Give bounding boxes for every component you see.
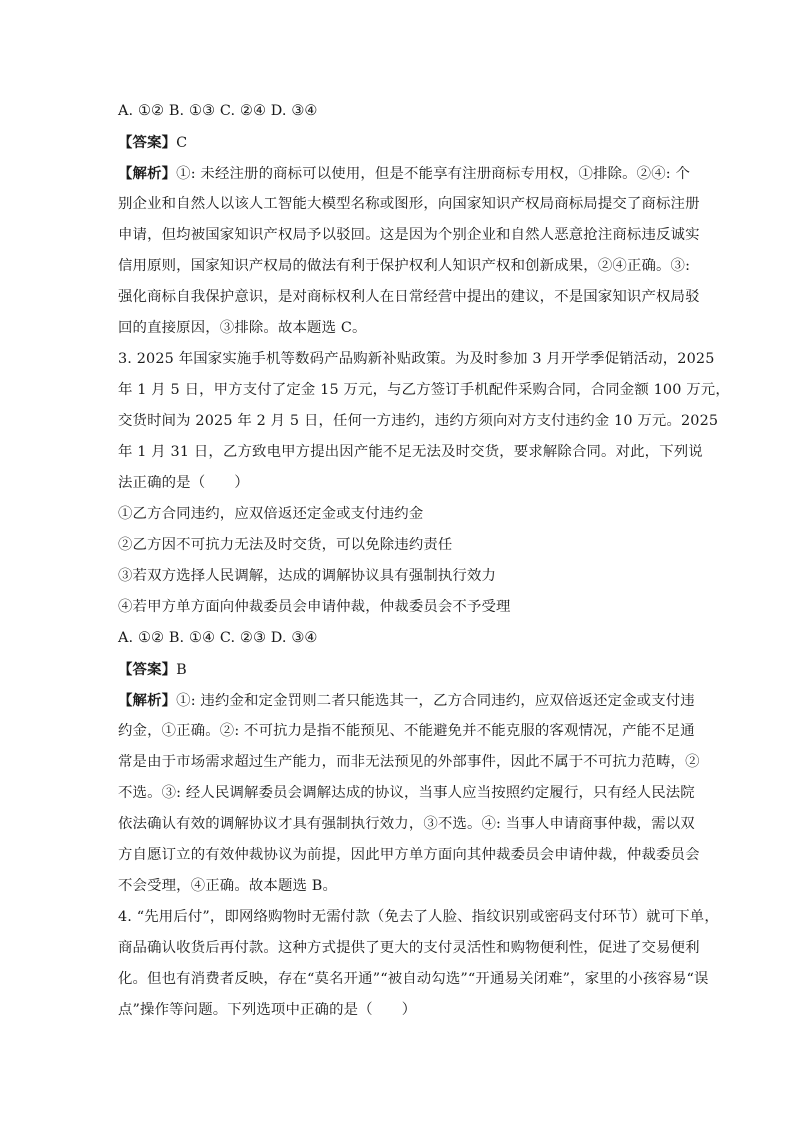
q3-answer — [118, 654, 680, 685]
q3-stem-line: 法正确的是（ ） — [118, 475, 249, 491]
q2-analysis-line: ①: 未经注册的商标可以使用，但是不能享有注册商标专用权，①排除。②④: 个 — [176, 166, 691, 182]
document-page — [118, 96, 730, 1026]
q4-stem-line: 4. “先用后付”，即网络购物时无需付款（免去了人脸、指纹识别或密码支付环节）就可下单， — [118, 909, 719, 925]
q4-stem-line: 商品确认收货后再付款。这种方式提供了更大的支付灵活性和购物便利性，促进了交易便利 — [118, 940, 700, 956]
q3-analysis-label: 【解析】 — [118, 692, 177, 709]
q3-analysis-line: 不会受理，④正确。故本题选 B。 — [118, 878, 338, 894]
q3-analysis-line: 约金，①正确。②: 不可抗力是指不能预见、不能避免并不能克服的客观情况，产能不足通 — [118, 723, 695, 739]
q4-stem — [118, 902, 719, 1026]
q3-answer-value: B — [176, 662, 187, 678]
q3-choice-1: ①乙方合同违约，应双倍返还定金或支付违约金 — [118, 506, 424, 522]
q3-stem-line: 年 1 月 31 日，乙方致电甲方提出因产能不足无法及时交货，要求解除合同。对此，下列说 — [118, 444, 703, 460]
q3-stem-line: 交货时间为 2025 年 2 月 5 日，任何一方违约，违约方须向对方支付违约金 10 万元。2025 — [118, 413, 719, 429]
q2-options: A. ①② B. ①③ C. ②④ D. ③④ — [118, 103, 318, 119]
q2-answer — [118, 127, 680, 158]
q2-analysis-line: 回的直接原因，③排除。故本题选 C。 — [118, 320, 367, 336]
q3-analysis — [118, 685, 700, 902]
q2-analysis — [118, 158, 700, 344]
q2-analysis-line: 信用原则，国家知识产权局的做法有利于保护权利人知识产权和创新成果，②④正确。③: — [118, 258, 691, 274]
q3-analysis-line: 依法确认有效的调解协议才具有强制执行效力，③不选。④: 当事人申请商事仲裁，需以双 — [118, 816, 695, 832]
q4-stem-line: 化。但也有消费者反映，存在“莫名开通”“被自动勾选”“开通易关闭难”，家里的小孩容易“误 — [118, 971, 709, 987]
q3-analysis-line: 方自愿订立的有效仲裁协议为前提，因此甲方单方面向其仲裁委员会申请仲裁，仲裁委员会 — [118, 847, 700, 863]
q2-analysis-line: 申请，但均被国家知识产权局予以驳回。这是因为个别企业和自然人恶意抢注商标违反诚实 — [118, 227, 700, 243]
q2-analysis-line: 别企业和自然人以该人工智能大模型名称或图形，向国家知识产权局商标局提交了商标注册 — [118, 196, 700, 212]
q3-answer-label: 【答案】 — [118, 661, 177, 678]
q3-choice-4: ④若甲方单方面向仲裁委员会申请仲裁，仲裁委员会不予受理 — [118, 599, 511, 615]
q3-stem — [118, 344, 730, 499]
q3-options: A. ①② B. ①④ C. ②③ D. ③④ — [118, 630, 318, 646]
q3-analysis-line: 不选。③: 经人民调解委员会调解达成的协议，当事人应当按照约定履行，只有经人民法院 — [118, 785, 695, 801]
q2-answer-label: 【答案】 — [118, 134, 177, 151]
q3-choice-3: ③若双方选择人民调解，达成的调解协议具有强制执行效力 — [118, 568, 497, 584]
q3-analysis-line: 常是由于市场需求超过生产能力，而非无法预见的外部事件，因此不属于不可抗力范畴，② — [118, 754, 700, 770]
q2-analysis-label: 【解析】 — [118, 165, 177, 182]
q2-analysis-line: 强化商标自我保护意识，是对商标权利人在日常经营中提出的建议，不是国家知识产权局驳 — [118, 289, 700, 305]
q3-analysis-line: ①: 违约金和定金罚则二者只能选其一，乙方合同违约，应双倍返还定金或支付违 — [176, 693, 695, 709]
q3-stem-line: 年 1 月 5 日，甲方支付了定金 15 万元，与乙方签订手机配件采购合同，合同金额 100 万元， — [118, 382, 730, 398]
q3-stem-line: 3. 2025 年国家实施手机等数码产品购新补贴政策。为及时参加 3 月开学季促销活动，2025 — [118, 351, 715, 367]
q3-choice-2: ②乙方因不可抗力无法及时交货，可以免除违约责任 — [118, 537, 453, 553]
q2-answer-value: C — [176, 135, 188, 151]
q4-stem-line: 点”操作等问题。下列选项中正确的是（ ） — [118, 1002, 417, 1018]
